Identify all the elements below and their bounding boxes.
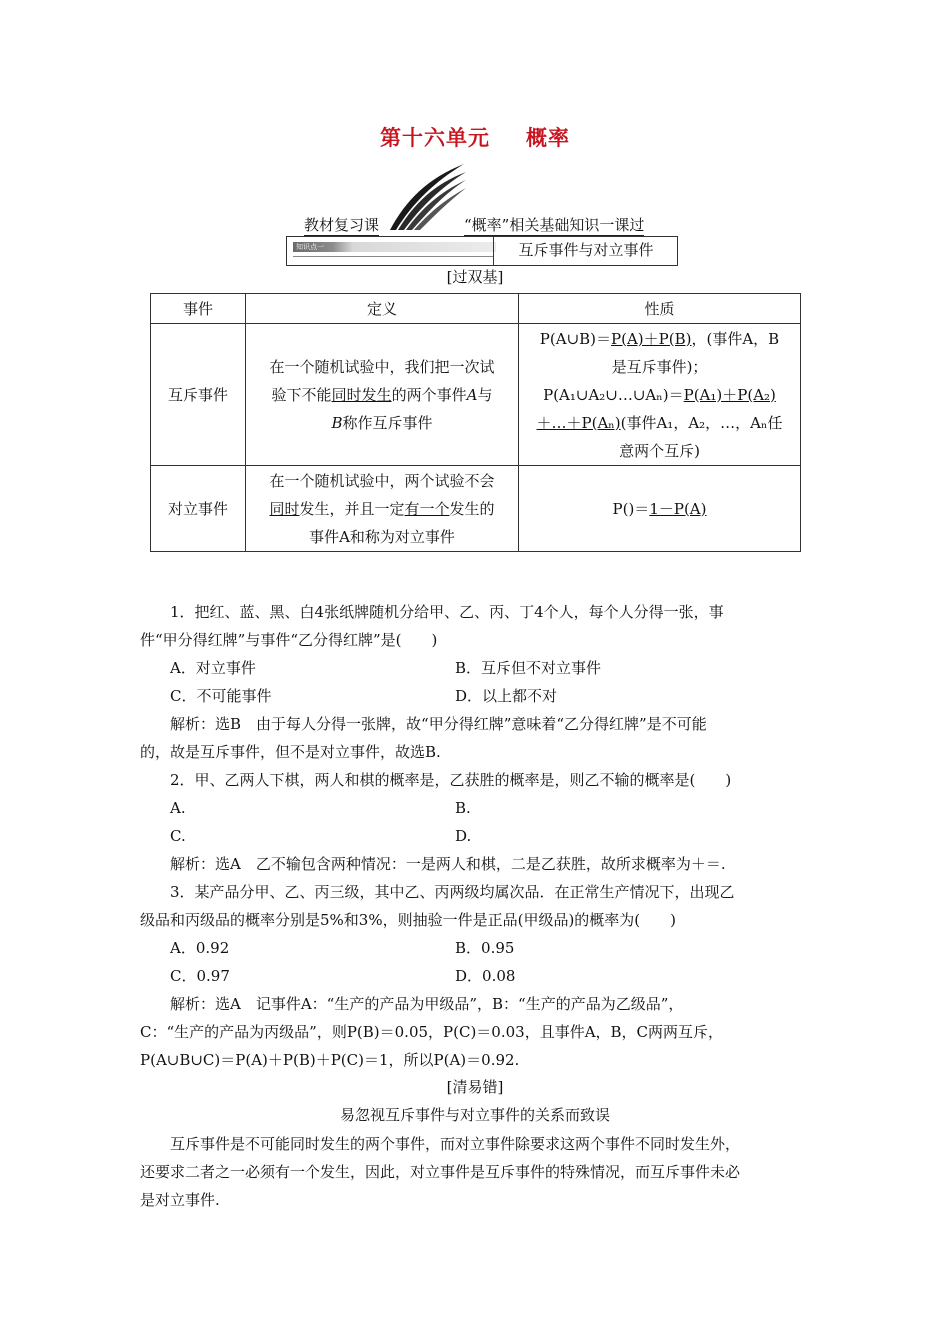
table-header-property: 性质 — [519, 294, 801, 324]
error-para-line2: 还要求二者之一必须有一个发生，因此，对立事件是互斥事件的特殊情况，而互斥事件未必 — [140, 1163, 741, 1181]
page-title — [0, 122, 950, 152]
event-table — [150, 293, 801, 552]
cell-event-mutual: 互斥事件 — [151, 324, 246, 466]
title-unit: 第十六单元 — [380, 126, 490, 150]
cell-prop-mutual: P(A∪B)＝P(A)＋P(B)，(事件A，B 是互斥事件)； P(A₁∪A₂∪…∪Aₙ)＝P(A₁)＋P(A₂) ＋…＋P(Aₙ)(事件A₁，A₂，…，Aₙ任 意两个互斥) — [519, 324, 801, 466]
swoosh-decoration-icon — [388, 160, 468, 232]
section-label-basics: [过双基] — [446, 268, 504, 286]
knowledge-point-label: 知识点一 — [293, 242, 496, 252]
q2-option-b: B. — [455, 799, 471, 817]
q1-answer-line2: 的，故是互斥事件，但不是对立事件，故选B. — [140, 743, 441, 761]
table-header-event: 事件 — [151, 294, 246, 324]
q3-option-b: B．0.95 — [455, 939, 515, 957]
cell-def-opposite: 在一个随机试验中，两个试验不会 同时发生，并且一定有一个发生的 事件A和称为对立事件 — [246, 466, 519, 552]
q1-option-b: B．互斥但不对立事件 — [455, 659, 602, 677]
q2-option-a: A. — [170, 799, 186, 817]
q3-stem-line1: 3．某产品分甲、乙、丙三级，其中乙、丙两级均属次品．在正常生产情况下，出现乙 — [170, 883, 735, 901]
title-topic: 概率 — [526, 126, 570, 150]
q2-stem: 2．甲、乙两人下棋，两人和棋的概率是，乙获胜的概率是，则乙不输的概率是( ) — [170, 771, 732, 789]
error-para-line1: 互斥事件是不可能同时发生的两个事件，而对立事件除要求这两个事件不同时发生外， — [170, 1135, 741, 1153]
knowledge-point-title: 互斥事件与对立事件 — [493, 237, 678, 265]
q1-option-d: D．以上都不对 — [455, 687, 558, 705]
table-row — [151, 466, 801, 552]
q1-option-a: A．对立事件 — [170, 659, 256, 677]
q3-option-c: C．0.97 — [170, 967, 230, 985]
q1-option-c: C．不可能事件 — [170, 687, 272, 705]
knowledge-point-box — [286, 236, 678, 266]
error-title: 易忽视互斥事件与对立事件的关系而致误 — [339, 1106, 610, 1124]
cell-def-mutual: 在一个随机试验中，我们把一次试 验下不能同时发生的两个事件A与 B称作互斥事件 — [246, 324, 519, 466]
table-header-definition: 定义 — [246, 294, 519, 324]
header-course-title: “概率”相关基础知识一课过 — [464, 216, 645, 234]
cell-prop-opposite: P()＝1－P(A) — [519, 466, 801, 552]
q3-option-a: A．0.92 — [170, 939, 230, 957]
cell-event-opposite: 对立事件 — [151, 466, 246, 552]
q3-stem-line2: 级品和丙级品的概率分别是5%和3%，则抽验一件是正品(甲级品)的概率为( ) — [140, 911, 677, 929]
q1-stem-line2: 件“甲分得红牌”与事件“乙分得红牌”是( ) — [140, 631, 438, 649]
q3-answer-line1: 解析：选A 记事件A：“生产的产品为甲级品”，B：“生产的产品为乙级品”， — [170, 995, 684, 1013]
q3-answer-line3: P(A∪B∪C)＝P(A)＋P(B)＋P(C)＝1，所以P(A)＝0.92. — [140, 1051, 520, 1069]
table-row — [151, 324, 801, 466]
q2-option-d: D. — [455, 827, 472, 845]
q1-stem-line1: 1．把红、蓝、黑、白4张纸牌随机分给甲、乙、丙、丁4个人，每个人分得一张，事 — [170, 603, 724, 621]
header-course-type: 教材复习课 — [304, 216, 380, 234]
q3-option-d: D．0.08 — [455, 967, 516, 985]
q2-answer: 解析：选A 乙不输包含两种情况：一是两人和棋，二是乙获胜，故所求概率为＋＝. — [170, 855, 726, 873]
q2-option-c: C. — [170, 827, 186, 845]
q1-answer-line1: 解析：选B 由于每人分得一张牌，故“甲分得红牌”意味着“乙分得红牌”是不可能 — [170, 715, 707, 733]
section-label-errors: [清易错] — [446, 1078, 504, 1096]
q3-answer-line2: C：“生产的产品为丙级品”，则P(B)＝0.05，P(C)＝0.03，且事件A，B，C两两互斥， — [140, 1023, 724, 1041]
error-para-line3: 是对立事件. — [140, 1191, 220, 1209]
